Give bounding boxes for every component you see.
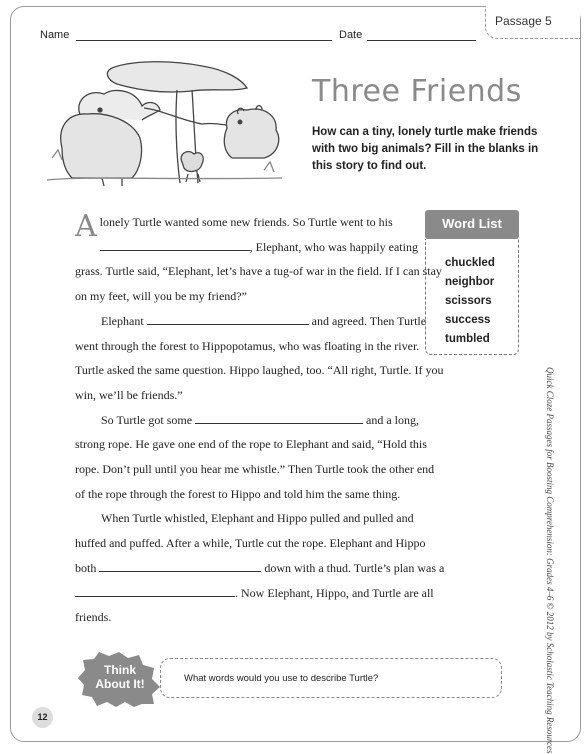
page-number: 12: [32, 707, 53, 728]
story-text: down with a thud. Turtle’s plan was a: [264, 560, 445, 575]
word-list-item: scissors: [445, 295, 492, 307]
word-list-item: neighbor: [445, 276, 495, 288]
think-question: What words would you use to describe Turtle?: [184, 673, 379, 684]
word-list: [425, 210, 519, 354]
elephant-hippo-turtle-illustration: [42, 58, 287, 190]
drop-cap: A: [75, 209, 97, 244]
name-field[interactable]: [76, 40, 332, 41]
blank-field[interactable]: [75, 583, 235, 597]
date-label: Date: [339, 29, 363, 41]
intro-text: How can a tiny, lonely turtle make friends with two big animals? Fill in the blanks in this story to find out.: [312, 126, 539, 172]
story-text: When Turtle whistled, Elephant and Hippo pulled and pulled and huffed and puffed. After a while, Turtle cut the rope. Elephant and Hippo both: [75, 511, 426, 575]
word-list-item: success: [445, 314, 491, 326]
story-text: So Turtle got some: [101, 412, 193, 427]
story-text: . Now Elephant, Hippo, and Turtle are all friends.: [75, 585, 434, 625]
blank-field[interactable]: [99, 558, 261, 572]
story-passage: [75, 210, 445, 630]
page-title: Three Friends: [312, 74, 522, 109]
date-field[interactable]: [367, 40, 476, 41]
passage-label: Passage 5: [495, 14, 552, 28]
blank-field[interactable]: [100, 237, 250, 251]
side-credit: [545, 367, 562, 754]
think-badge-label: Think About It!: [95, 663, 145, 691]
blank-field[interactable]: [147, 311, 309, 325]
word-list-item: tumbled: [445, 333, 490, 345]
think-about-it-section: [76, 650, 502, 708]
story-text: Elephant: [101, 313, 144, 328]
story-text: lonely Turtle wanted some new friends. So Turtle went to his: [99, 215, 393, 229]
word-list-item: chuckled: [445, 257, 495, 269]
story-text: , Elephant, who was happily eating grass. Turtle said, “Elephant, let’s have a tug-of war in the field. If I can stay on my feet, will you be my friend?”: [75, 239, 442, 304]
word-list-heading: Word List: [442, 216, 502, 231]
story-text: and a long, strong rope. He gave one end of the rope to Elephant and said, “Hold this rope. Don’t pull until you hear me whistle.” Then Turtle took the other end of the rope through the forest to Hippo and told him the same thing.: [75, 412, 435, 501]
word-list-items: [445, 254, 495, 349]
credit-text: Quick Cloze Passages for Boosting Comprehension: Grades 4–6 © 2012 by Scholastic Teaching Resources: [545, 367, 555, 754]
story-text: and agreed. Then Turtle went through the forest to Hippopotamus, who was floating in the river. Turtle asked the same question. Hippo laughed, too. “All right, Turtle. If you win, we’ll be friends.”: [75, 313, 444, 402]
blank-field[interactable]: [195, 410, 363, 424]
name-label: Name: [40, 29, 70, 41]
